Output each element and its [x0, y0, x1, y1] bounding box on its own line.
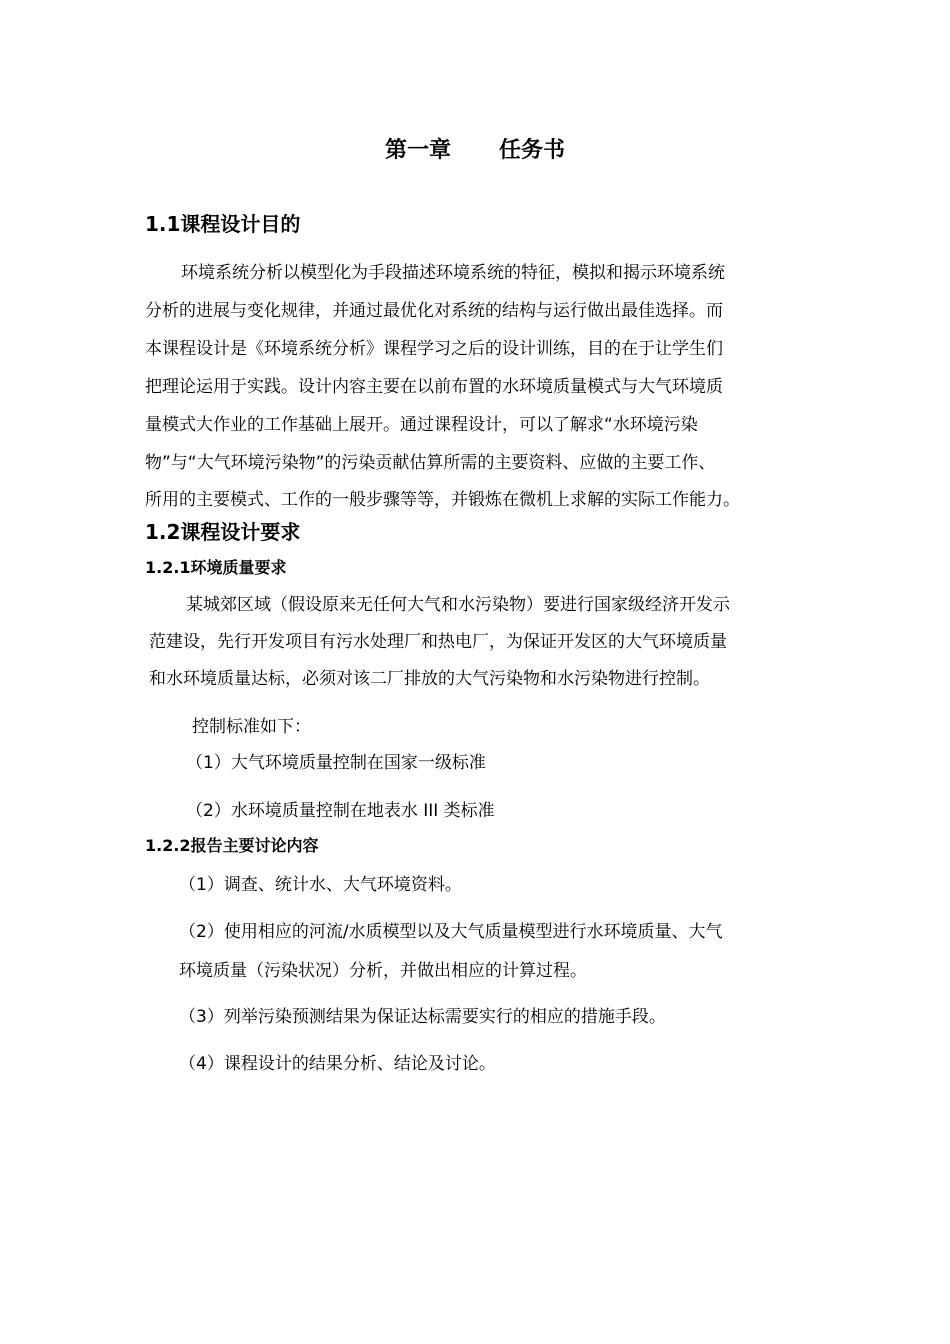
subsection-heading-1-2-2: 1.2.2报告主要讨论内容 [145, 836, 319, 855]
section-heading-1-1: 1.1课程设计目的 [145, 212, 301, 236]
paragraph-line: 所用的主要模式、工作的一般步骤等等，并锻炼在微机上求解的实际工作能力。 [145, 490, 740, 510]
paragraph-line: 量模式大作业的工作基础上展开。通过课程设计，可以了解求“水环境污染 [145, 415, 698, 435]
standard-item: （1）大气环境质量控制在国家一级标准 [186, 753, 486, 773]
paragraph-line: 范建设，先行开发项目有污水处理厂和热电厂，为保证开发区的大气环境质量 [149, 632, 727, 652]
paragraph-line: 某城郊区域（假设原来无任何大气和水污染物）要进行国家级经济开发示 [186, 595, 730, 615]
chapter-name: 任务书 [499, 138, 566, 163]
section-heading-1-2: 1.2课程设计要求 [145, 520, 301, 544]
paragraph-line: 和水环境质量达标，必须对该二厂排放的大气污染物和水污染物进行控制。 [149, 669, 710, 689]
discussion-item: （1）调查、统计水、大气环境资料。 [179, 875, 462, 895]
standard-item: （2）水环境质量控制在地表水 III 类标准 [186, 801, 495, 821]
chapter-number: 第一章 [384, 138, 451, 163]
standards-intro: 控制标准如下： [192, 717, 311, 737]
paragraph-line: 把理论运用于实践。设计内容主要在以前布置的水环境质量模式与大气环境质 [145, 377, 723, 397]
paragraph-line: 分析的进展与变化规律，并通过最优化对系统的结构与运行做出最佳选择。而 [145, 301, 723, 321]
paragraph-line: 本课程设计是《环境系统分析》课程学习之后的设计训练，目的在于让学生们 [145, 339, 723, 359]
paragraph-line: 物”与“大气环境污染物”的污染贡献估算所需的主要资料、应做的主要工作、 [145, 453, 716, 473]
paragraph-line: 环境系统分析以模型化为手段描述环境系统的特征，模拟和揭示环境系统 [181, 263, 725, 283]
discussion-item: 环境质量（污染状况）分析，并做出相应的计算过程。 [179, 961, 587, 981]
subsection-heading-1-2-1: 1.2.1环境质量要求 [145, 558, 287, 577]
discussion-item: （4）课程设计的结果分析、结论及讨论。 [179, 1054, 496, 1074]
discussion-item: （2）使用相应的河流/水质模型以及大气质量模型进行水环境质量、大气 [179, 922, 723, 942]
chapter-title [0, 133, 950, 164]
discussion-item: （3）列举污染预测结果为保证达标需要实行的相应的措施手段。 [179, 1007, 666, 1027]
